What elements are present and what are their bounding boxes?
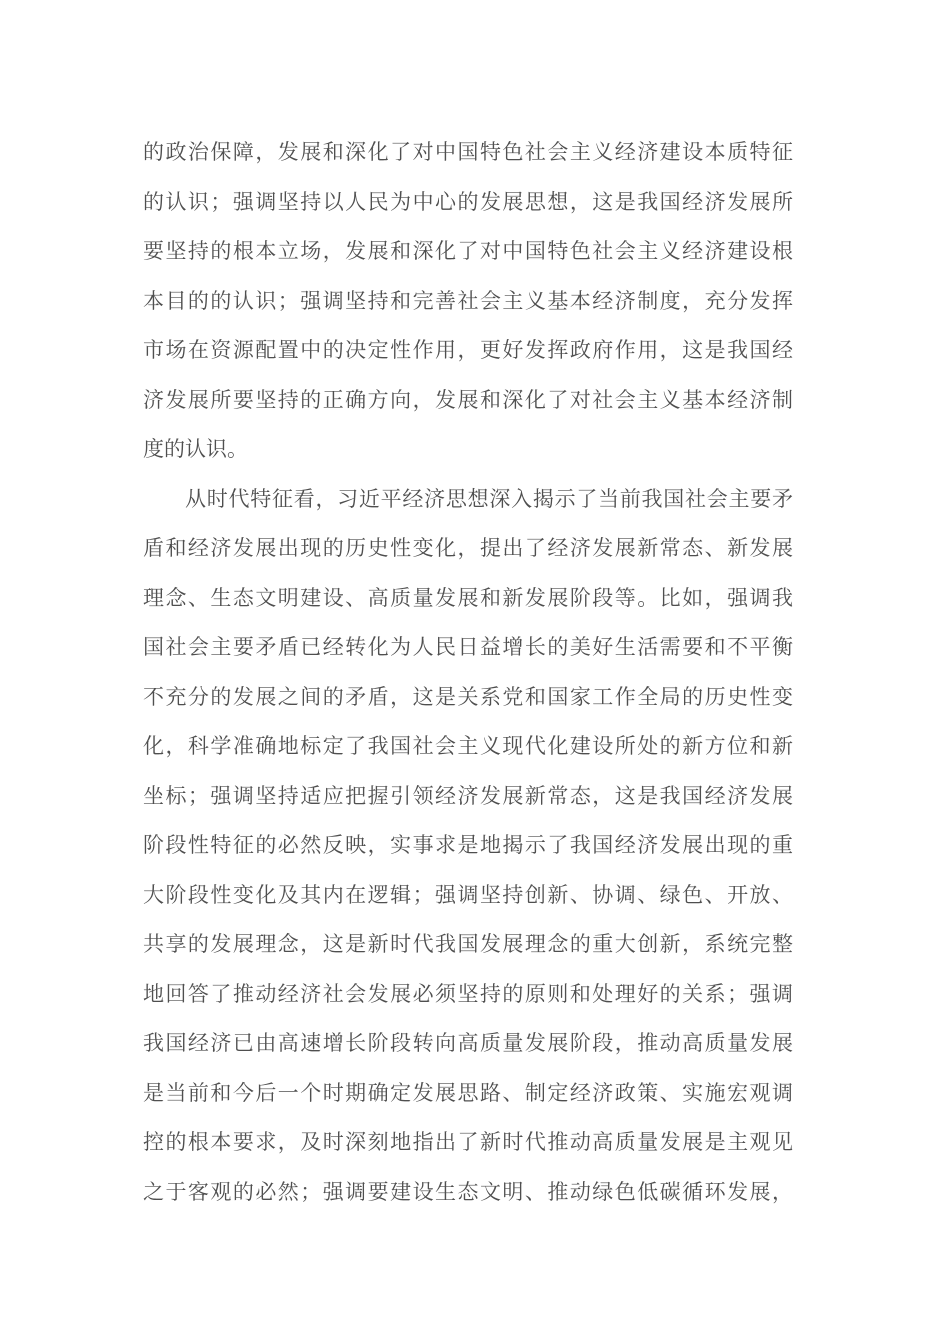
text-line: 共享的发展理念，这是新时代我国发展理念的重大创新，系统完整 (143, 932, 793, 956)
text-line: 是当前和今后一个时期确定发展思路、制定经济政策、实施宏观调 (143, 1080, 793, 1105)
text-line: 国社会主要矛盾已经转化为人民日益增长的美好生活需要和不平衡 (143, 635, 793, 659)
text-line: 从时代特征看，习近平经济思想深入揭示了当前我国社会主要矛 (185, 486, 793, 511)
text-line: 我国经济已由高速增长阶段转向高质量发展阶段，推动高质量发展 (143, 1031, 793, 1055)
text-line: 要坚持的根本立场，发展和深化了对中国特色社会主义经济建设根 (143, 239, 793, 263)
text-line: 度的认识。 (143, 437, 248, 461)
text-line: 坐标；强调坚持适应把握引领经济发展新常态，这是我国经济发展 (143, 783, 793, 808)
text-line: 盾和经济发展出现的历史性变化，提出了经济发展新常态、新发展 (143, 536, 793, 560)
text-line: 本目的的认识；强调坚持和完善社会主义基本经济制度，充分发挥 (143, 288, 793, 313)
text-line: 控的根本要求，及时深刻地指出了新时代推动高质量发展是主观见 (143, 1130, 793, 1154)
text-line: 理念、生态文明建设、高质量发展和新发展阶段等。比如，强调我 (143, 585, 793, 610)
text-line: 的认识；强调坚持以人民为中心的发展思想，这是我国经济发展所 (143, 189, 793, 214)
text-line: 济发展所要坚持的正确方向，发展和深化了对社会主义基本经济制 (143, 387, 793, 412)
text-line: 不充分的发展之间的矛盾，这是关系党和国家工作全局的历史性变 (143, 684, 793, 709)
text-line: 的政治保障，发展和深化了对中国特色社会主义经济建设本质特征 (143, 140, 793, 164)
text-line: 阶段性特征的必然反映，实事求是地揭示了我国经济发展出现的重 (143, 833, 793, 857)
text-line: 地回答了推动经济社会发展必须坚持的原则和处理好的关系；强调 (143, 981, 793, 1006)
text-line: 之于客观的必然；强调要建设生态文明、推动绿色低碳循环发展， (143, 1179, 793, 1204)
text-line: 大阶段性变化及其内在逻辑；强调坚持创新、协调、绿色、开放、 (143, 882, 793, 907)
document-body (143, 128, 793, 1217)
text-line: 化，科学准确地标定了我国社会主义现代化建设所处的新方位和新 (143, 734, 793, 758)
text-line: 市场在资源配置中的决定性作用，更好发挥政府作用，这是我国经 (143, 338, 793, 362)
